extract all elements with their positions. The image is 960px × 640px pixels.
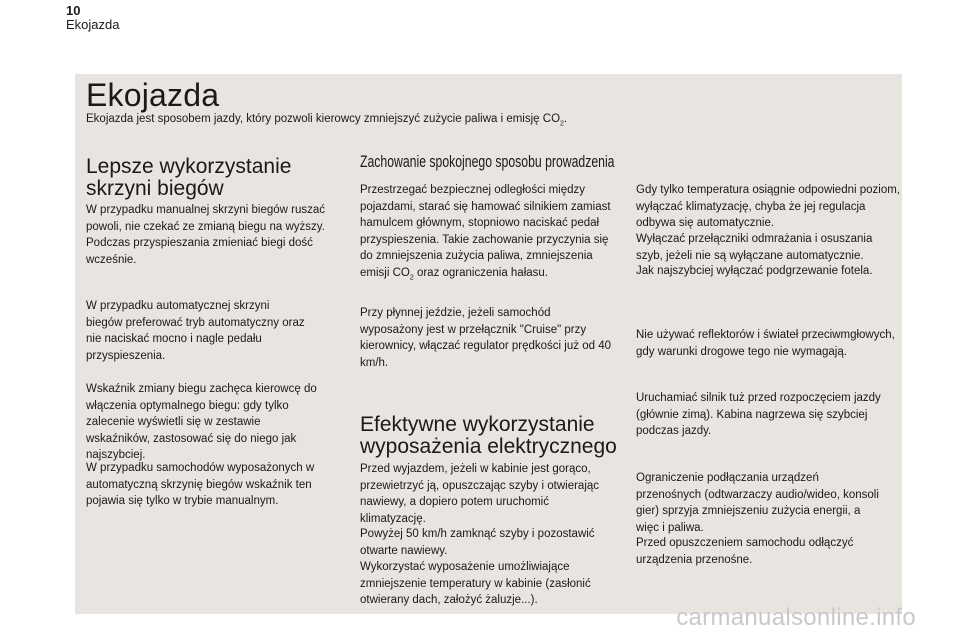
intro-subscript: 2	[560, 120, 564, 128]
gearbox-para-3: Wskaźnik zmiany biegu zachęca kierowcę do włączenia optymalnego biegu: gdy tylko zalecenie wyświetli się w zestawie wskaźników, zastosować się do niego jak najszybciej.	[86, 383, 317, 462]
watermark: carmanualsonline.info	[676, 604, 916, 631]
calm-driving-para-2: Przy płynnej jeździe, jeżeli samochód wyposażony jest w przełącznik "Cruise" przy kierownicy, włączać regulator prędkości już od 40 km/h.	[360, 307, 611, 369]
climate-para-2: Wyłączać przełączniki odmrażania i osuszania szyb, jeżeli nie są wyłączane automatycznie.	[636, 233, 873, 262]
devices-para-1: Ograniczenie podłączania urządzeń przenośnych (odtwarzaczy audio/wideo, konsoli gier) sprzyja zmniejszeniu zużycia energii, a więc i paliwa.	[636, 472, 879, 534]
calm-driving-para-1-end: oraz ograniczenia hałasu.	[413, 266, 548, 279]
electrical-para-3: Wykorzystać wyposażenie umożliwiające zmniejszenie temperatury w kabinie (zasłonić otwierany dach, założyć żaluzje...).	[360, 561, 591, 607]
gearbox-para-1: W przypadku manualnej skrzyni biegów ruszać powoli, nie czekać ze zmianą biegu na wyższy. Podczas przyspieszania zmieniać biegi dość wcześnie.	[86, 204, 326, 266]
page-title: Ekojazda	[86, 77, 220, 113]
electrical-para-1: Przed wyjazdem, jeżeli w kabinie jest gorąco, przewietrzyć ją, opuszczając szyby i otwierając nawiewy, a dopiero potem uruchomić klimatyzację.	[360, 463, 600, 525]
intro-body: Ekojazda jest sposobem jazdy, który pozwoli kierowcy zmniejszyć zużycie paliwa i emisję CO	[86, 113, 561, 125]
intro-text	[86, 112, 567, 131]
calm-driving-para-1	[360, 182, 615, 282]
electrical-para-2: Powyżej 50 km/h zamknąć szyby i pozostawić otwarte nawiewy.	[360, 528, 595, 557]
engine-start-para: Uruchamiać silnik tuż przed rozpoczęciem jazdy (głównie zimą). Kabina nagrzewa się szybciej podczas jazdy.	[636, 392, 881, 438]
page-number: 10	[66, 3, 81, 18]
climate-para-1: Gdy tylko temperatura osiągnie odpowiedni poziom, wyłączać klimatyzację, chyba że jej regulacja odbywa się automatycznie.	[636, 184, 901, 230]
section-name: Ekojazda	[66, 17, 120, 32]
calm-driving-para-1-text: Przestrzegać bezpiecznej odległości między pojazdami, starać się hamować silnikiem zamiast hamulcem głównym, stopniowo naciskać pedał przyspieszenia. Takie zachowanie przyczynia się do zmniejszenia zużycia paliwa, zmniejszenia emisji CO	[360, 184, 611, 279]
gearbox-para-4: W przypadku samochodów wyposażonych w automatyczną skrzynię biegów wskaźnik ten pojawia się tylko w trybie manualnym.	[86, 462, 315, 508]
gearbox-para-2: W przypadku automatycznej skrzyni biegów preferować tryb automatyczny oraz nie naciskać mocno i nagle pedału przyspieszenia.	[86, 300, 305, 362]
climate-para-3: Jak najszybciej wyłączać podgrzewanie fotela.	[636, 265, 873, 277]
intro-end: .	[563, 113, 568, 125]
electrical-heading: Efektywne wykorzystanie wyposażenia elektrycznego	[360, 413, 617, 458]
calm-driving-heading: Zachowanie spokojnego sposobu prowadzenia	[360, 152, 615, 171]
lights-para: Nie używać reflektorów i świateł przeciwmgłowych, gdy warunki drogowe tego nie wymagają.	[636, 329, 895, 358]
devices-para-2: Przed opuszczeniem samochodu odłączyć urządzenia przenośne.	[636, 537, 854, 566]
co2-subscript: 2	[409, 274, 414, 282]
gearbox-heading: Lepsze wykorzystanie skrzyni biegów	[86, 155, 292, 200]
